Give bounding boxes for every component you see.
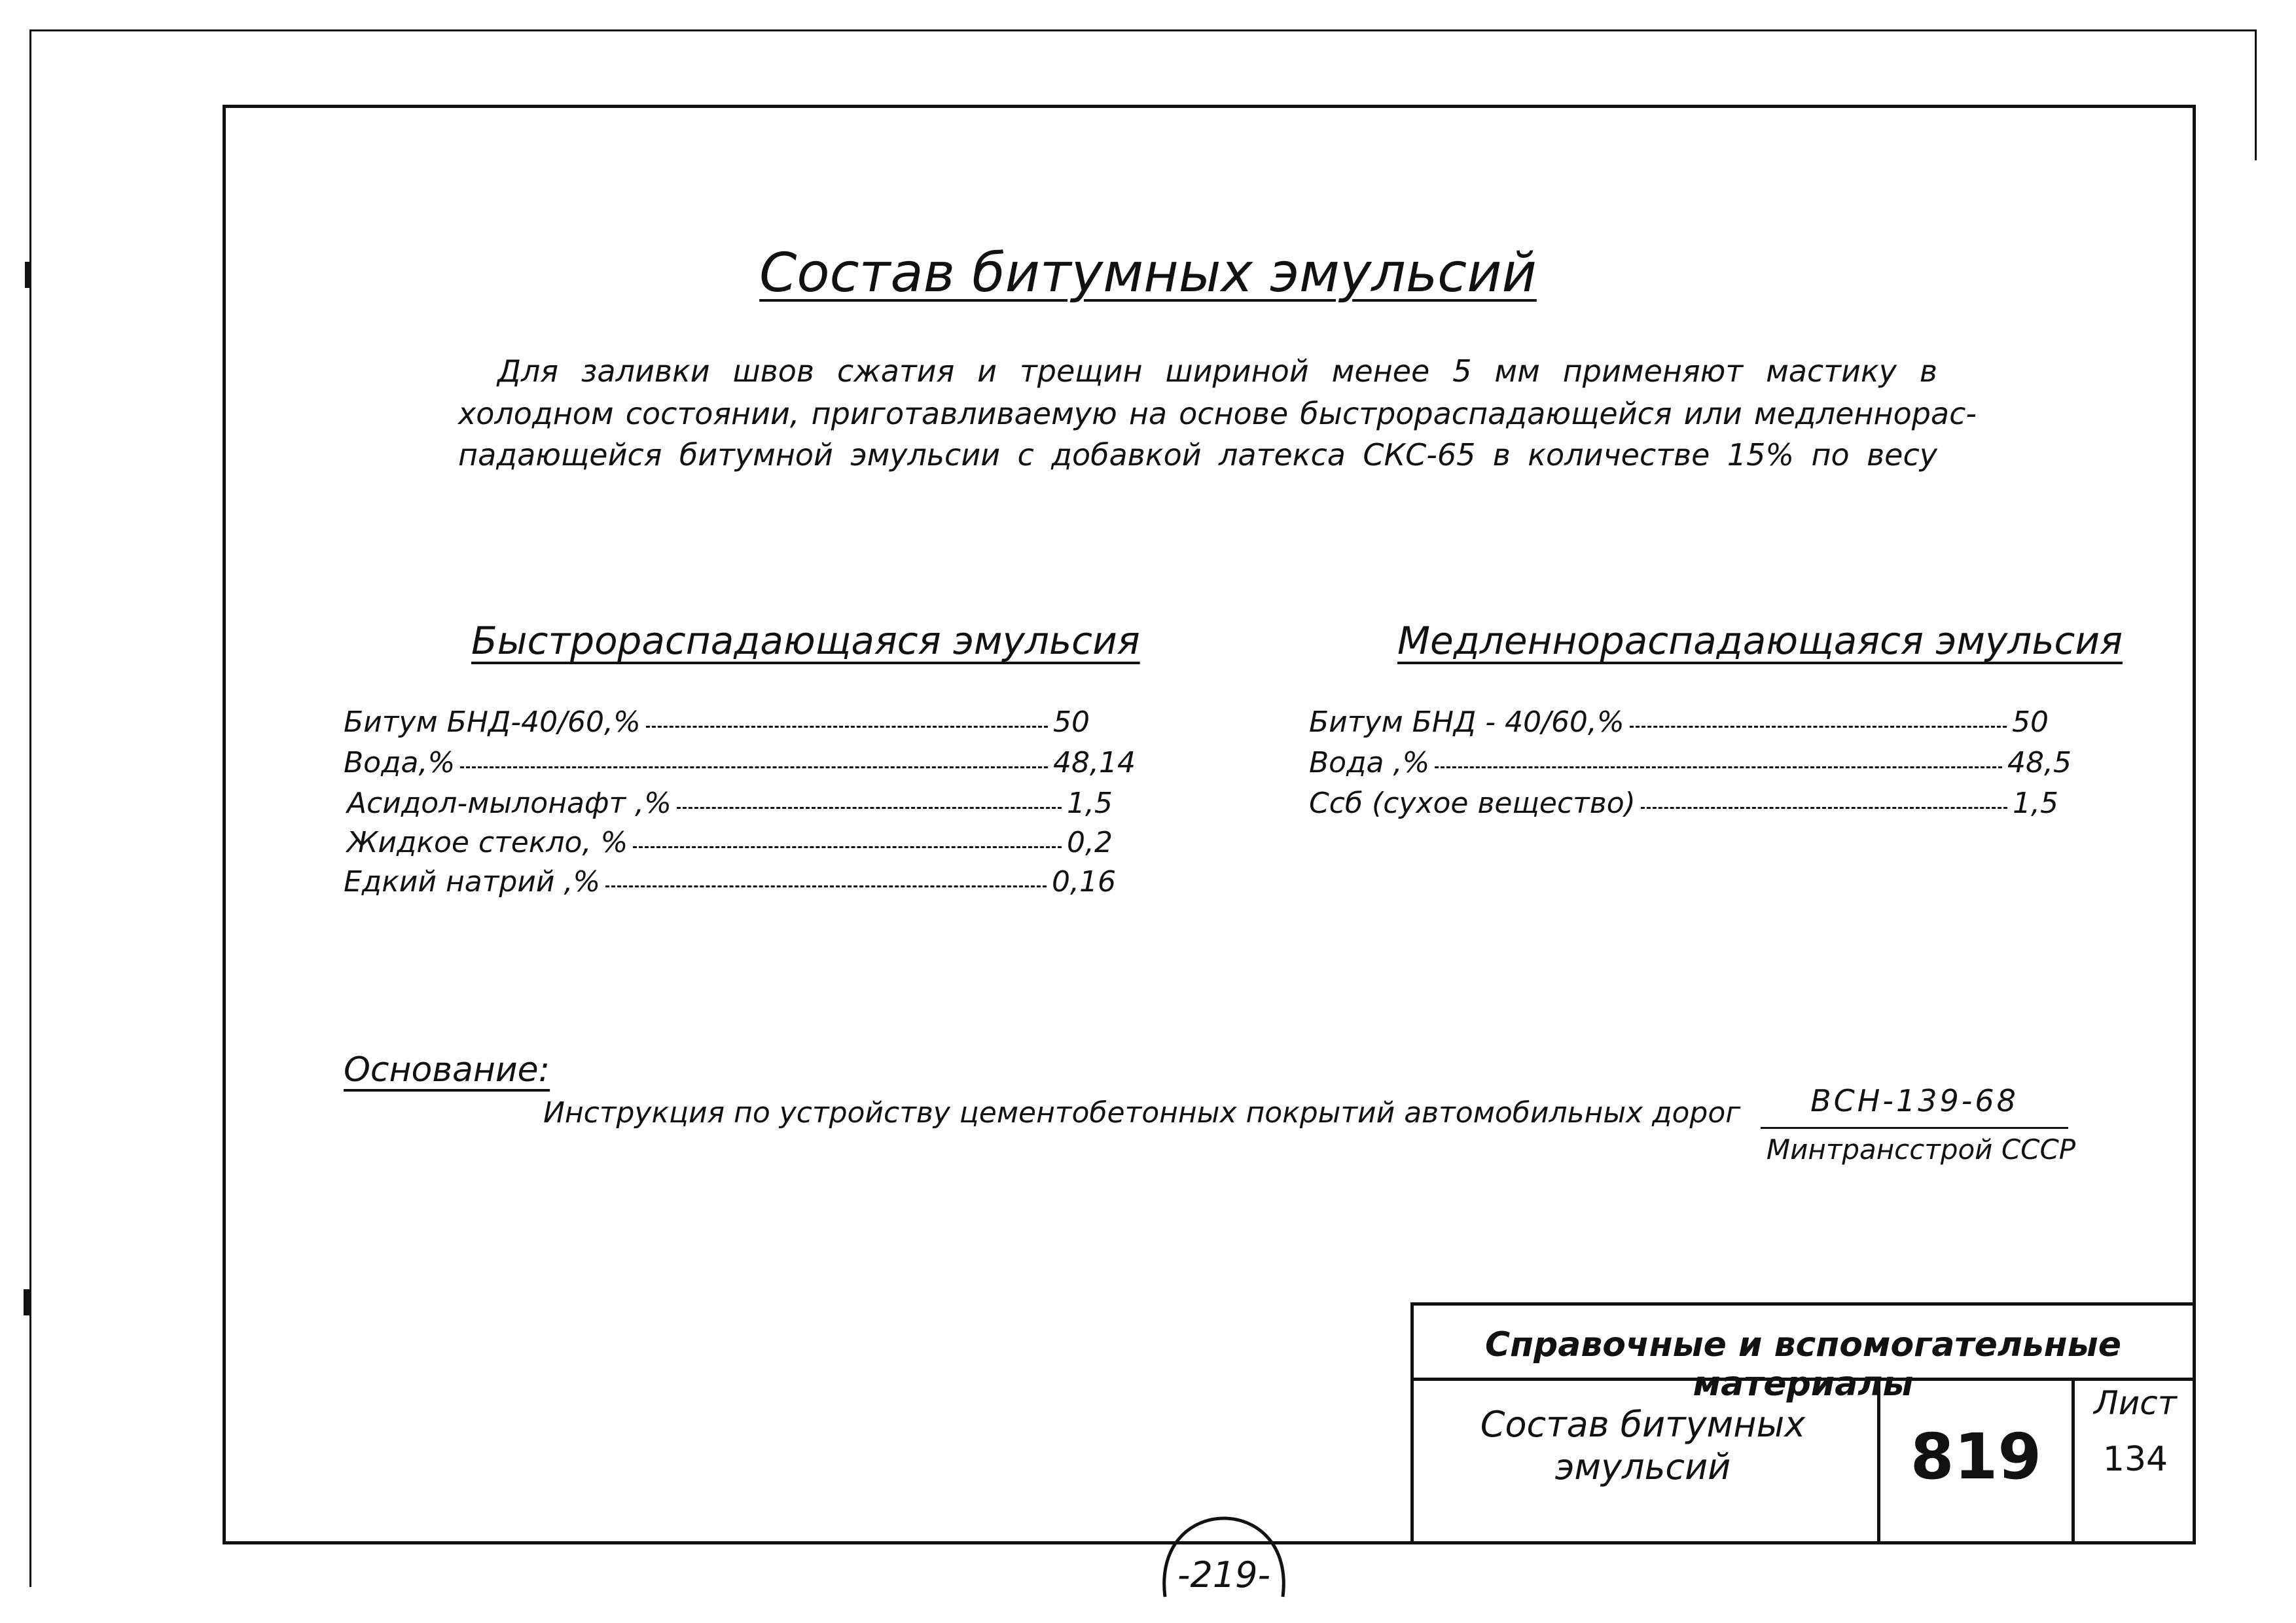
row-label: Вода,% — [344, 746, 456, 779]
basis-doc-number: ВСН-139-68 — [1810, 1083, 2018, 1118]
row-label: Битум БНД - 40/60,% — [1309, 705, 1624, 739]
row-value: 0,16 — [1052, 865, 1116, 899]
leader-dashes — [677, 807, 1062, 809]
row-value: 48,5 — [2007, 746, 2072, 779]
margin-mark-2 — [24, 1289, 31, 1315]
row-value: 0,2 — [1067, 826, 1113, 859]
intro-line-2: холодном состоянии, приготавливаемую на основе быстрораспадающейся или медленнорас- — [458, 396, 1977, 431]
row-label: Асидол-мылонафт ,% — [347, 787, 672, 820]
fast-row-glass — [347, 826, 1113, 859]
slow-emulsion-heading: Медленнораспадающаяся эмульсия — [1397, 618, 2123, 663]
stamp-sheet-number: 134 — [2102, 1440, 2168, 1479]
fast-row-bitumen — [344, 705, 1090, 739]
slow-row-water — [1309, 746, 2072, 779]
basis-fraction-line — [1761, 1127, 2068, 1129]
row-label: Едкий натрий ,% — [344, 865, 601, 899]
row-value: 1,5 — [1067, 787, 1113, 820]
basis-text: Инструкция по устройству цементобетонных покрытий автомобильных дорог — [543, 1096, 1741, 1130]
leader-dashes — [1630, 726, 2007, 728]
intro-line-3: падающейся битумной эмульсии с добавкой латекса СКС-65 в количестве 15% по весу — [458, 437, 1937, 473]
slow-row-ssb — [1309, 787, 2058, 820]
row-value: 50 — [2012, 705, 2049, 739]
sheet-top-edge — [29, 29, 2255, 31]
intro-line-1: Для заливки швов сжатия и трещин шириной менее 5 мм применяют мастику в — [497, 353, 1937, 389]
leader-dashes — [646, 726, 1048, 728]
fast-row-water — [344, 746, 1136, 779]
basis-doc-org: Минтрансстрой СССР — [1766, 1133, 2076, 1166]
stamp-number: 819 — [1910, 1420, 2042, 1493]
row-label: Ссб (сухое вещество) — [1309, 787, 1636, 820]
leader-dashes — [1641, 807, 2007, 809]
stamp-header: Справочные и вспомогательные материалы — [1484, 1325, 2122, 1404]
page-number: -219- — [1177, 1554, 1271, 1596]
basis-label: Основание: — [344, 1050, 550, 1090]
leader-dashes — [605, 885, 1047, 887]
row-value: 1,5 — [2013, 787, 2058, 820]
leader-dashes — [633, 846, 1062, 848]
row-label: Битум БНД-40/60,% — [344, 705, 641, 739]
sheet-right-edge — [2255, 29, 2257, 160]
fast-emulsion-heading: Быстрораспадающаяся эмульсия — [471, 618, 1140, 663]
row-label: Жидкое стекло, % — [347, 826, 628, 859]
stamp-name-line-2: эмульсий — [1554, 1446, 1731, 1488]
stamp-sheet-label: Лист — [2094, 1384, 2177, 1422]
stamp-name-line-1: Состав битумных — [1480, 1404, 1806, 1445]
leader-dashes — [1435, 766, 2002, 768]
row-value: 50 — [1053, 705, 1090, 739]
fast-row-asidol — [347, 787, 1113, 820]
fast-row-sodium — [344, 865, 1116, 899]
leader-dashes — [460, 766, 1048, 768]
page-title: Состав битумных эмульсий — [759, 242, 1537, 304]
row-value: 48,14 — [1053, 746, 1136, 779]
margin-mark-1 — [25, 262, 31, 288]
row-label: Вода ,% — [1309, 746, 1430, 779]
slow-row-bitumen — [1309, 705, 2049, 739]
